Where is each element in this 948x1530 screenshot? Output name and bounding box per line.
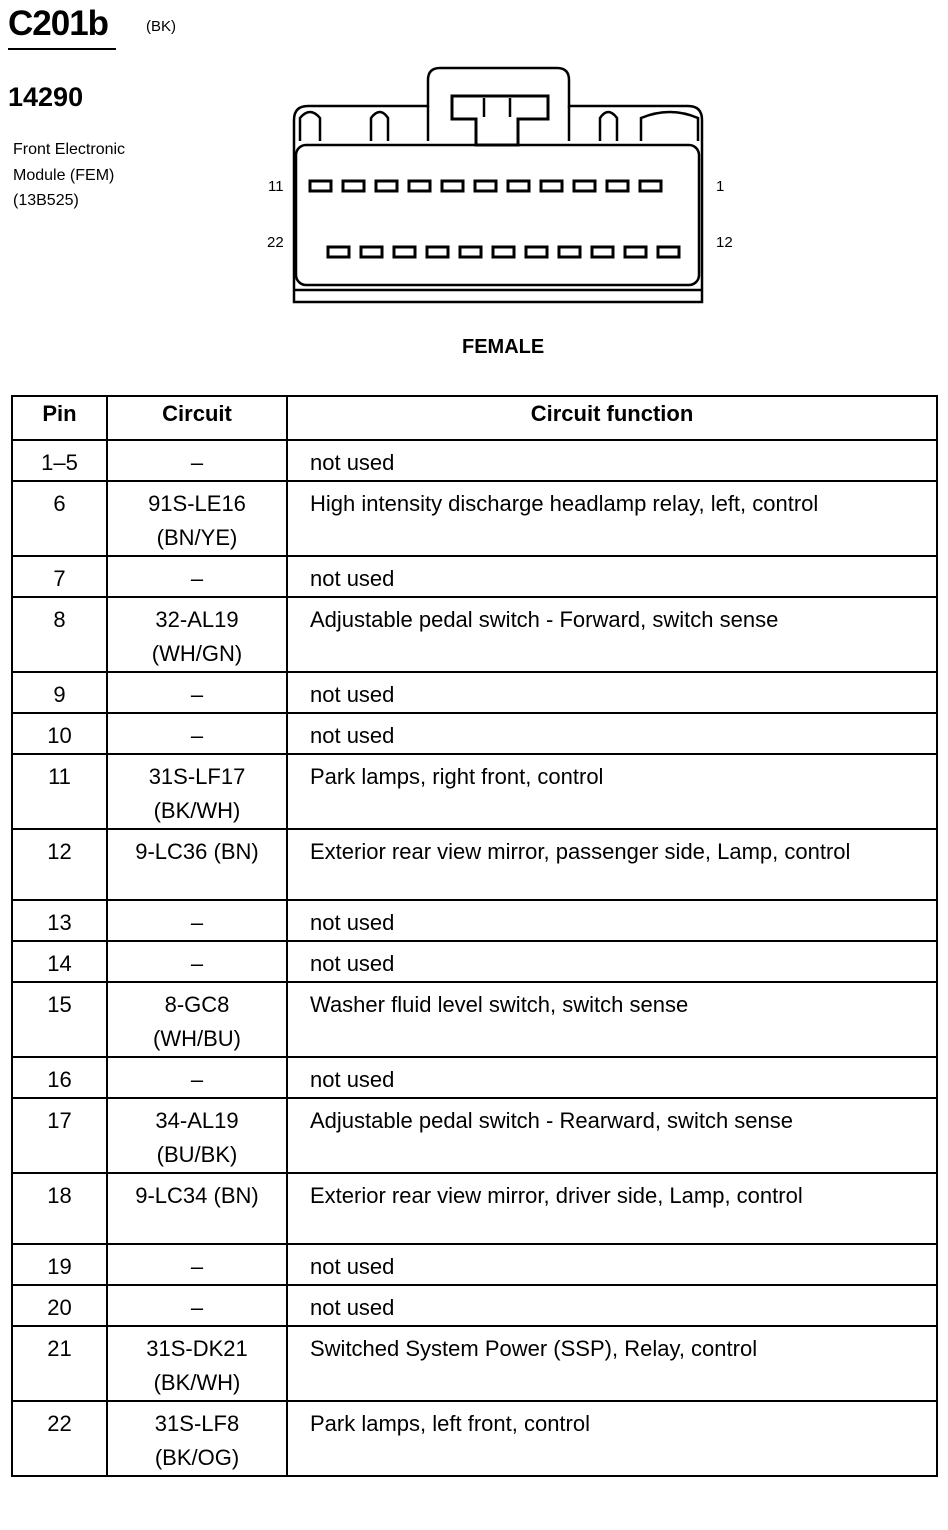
table-row [12, 481, 937, 556]
pin-cavity [475, 181, 496, 191]
circuit-line: 34-AL19 [155, 1108, 239, 1133]
circuit-function: not used [287, 941, 937, 982]
circuit-line: – [190, 450, 204, 475]
circuit-cell [107, 1326, 287, 1401]
pin-cavity [574, 181, 595, 191]
pin-cavity [460, 247, 481, 257]
circuit-function: Switched System Power (SSP), Relay, control [287, 1326, 937, 1401]
circuit-function: Exterior rear view mirror, passenger side, Lamp, control [287, 829, 937, 900]
table-row [12, 1326, 937, 1401]
pin-number: 1–5 [12, 440, 107, 481]
table-row [12, 440, 937, 481]
connector-tab [641, 112, 698, 141]
table-header-row [12, 396, 937, 440]
circuit-function: High intensity discharge headlamp relay, left, control [287, 481, 937, 556]
circuit-line: 9-LC34 (BN) [135, 1183, 259, 1208]
circuit-cell [107, 829, 287, 900]
circuit-function: not used [287, 440, 937, 481]
circuit-line: (WH/GN) [151, 641, 243, 666]
circuit-cell [107, 481, 287, 556]
circuit-cell [107, 672, 287, 713]
circuit-line: – [190, 1067, 204, 1092]
circuit-cell [107, 1173, 287, 1244]
pin-cavity [526, 247, 547, 257]
connector-id: C201b [8, 4, 109, 43]
pin-number: 12 [12, 829, 107, 900]
circuit-line: 31S-LF8 [154, 1411, 240, 1436]
circuit-cell [107, 1244, 287, 1285]
connector-latch [452, 96, 548, 145]
pin-number: 10 [12, 713, 107, 754]
pin-number: 15 [12, 982, 107, 1057]
circuit-cell [107, 1098, 287, 1173]
pin-cavity [361, 247, 382, 257]
table-row [12, 1285, 937, 1326]
table-row [12, 713, 937, 754]
pin-cavity [328, 247, 349, 257]
circuit-cell [107, 1401, 287, 1476]
circuit-line: 32-AL19 [155, 607, 239, 632]
connector-gender-label: FEMALE [462, 336, 545, 358]
circuit-function: not used [287, 672, 937, 713]
pin-number: 22 [12, 1401, 107, 1476]
circuit-cell [107, 900, 287, 941]
circuit-line: – [190, 682, 204, 707]
table-row [12, 1057, 937, 1098]
circuit-line: (BN/YE) [156, 525, 238, 550]
circuit-function: not used [287, 1285, 937, 1326]
circuit-line: (BK/OG) [154, 1445, 240, 1470]
pin-label-bottom-right: 12 [716, 234, 733, 251]
pin-number: 11 [12, 754, 107, 829]
circuit-cell [107, 1285, 287, 1326]
pin-number: 6 [12, 481, 107, 556]
pin-cavity [508, 181, 529, 191]
pin-number: 16 [12, 1057, 107, 1098]
table-row [12, 982, 937, 1057]
pin-cavity [493, 247, 514, 257]
circuit-function: Washer fluid level switch, switch sense [287, 982, 937, 1057]
circuit-line: – [190, 910, 204, 935]
pin-cavity [658, 247, 679, 257]
circuit-cell [107, 754, 287, 829]
circuit-function: not used [287, 900, 937, 941]
table-row [12, 1098, 937, 1173]
circuit-function: not used [287, 713, 937, 754]
pin-number: 19 [12, 1244, 107, 1285]
header-pin: Pin [12, 396, 107, 440]
table-row [12, 1173, 937, 1244]
pin-number: 14 [12, 941, 107, 982]
circuit-cell [107, 597, 287, 672]
connector-face [296, 145, 699, 285]
pin-number: 21 [12, 1326, 107, 1401]
pinout-table [11, 395, 938, 1477]
pin-number: 17 [12, 1098, 107, 1173]
circuit-line: 8-GC8 [164, 992, 230, 1017]
circuit-line: (BK/WH) [153, 798, 241, 823]
pin-cavity [541, 181, 562, 191]
circuit-line: – [190, 1254, 204, 1279]
table-row [12, 556, 937, 597]
pin-cavity [559, 247, 580, 257]
pin-cavity [343, 181, 364, 191]
connector-color-code: (BK) [146, 18, 176, 35]
circuit-cell [107, 1057, 287, 1098]
table-row [12, 754, 937, 829]
pin-cavity [442, 181, 463, 191]
pin-cavity [310, 181, 331, 191]
table-row [12, 597, 937, 672]
table-row [12, 672, 937, 713]
circuit-cell [107, 440, 287, 481]
pin-cavity [427, 247, 448, 257]
circuit-function: Adjustable pedal switch - Rearward, switch sense [287, 1098, 937, 1173]
pin-cavity [640, 181, 661, 191]
pin-number: 9 [12, 672, 107, 713]
circuit-line: – [190, 566, 204, 591]
circuit-cell [107, 713, 287, 754]
pin-label-top-left: 11 [268, 178, 284, 195]
module-description-line: Front Electronic [13, 141, 126, 158]
circuit-line: (BK/WH) [153, 1370, 241, 1395]
circuit-cell [107, 982, 287, 1057]
circuit-line: (WH/BU) [153, 1026, 241, 1051]
circuit-function: not used [287, 1244, 937, 1285]
pin-number: 7 [12, 556, 107, 597]
connector-tab [300, 112, 320, 141]
circuit-line: 31S-DK21 [146, 1336, 248, 1361]
pin-label-bottom-left: 22 [267, 234, 284, 251]
circuit-function: Exterior rear view mirror, driver side, Lamp, control [287, 1173, 937, 1244]
circuit-cell [107, 556, 287, 597]
circuit-line: 9-LC36 (BN) [135, 839, 259, 864]
pin-number: 8 [12, 597, 107, 672]
module-description-line: Module (FEM) [13, 166, 115, 184]
module-description-line: (13B525) [13, 192, 79, 209]
circuit-function: not used [287, 1057, 937, 1098]
table-row [12, 1401, 937, 1476]
circuit-function: Park lamps, left front, control [287, 1401, 937, 1476]
pin-cavity [409, 181, 430, 191]
circuit-cell [107, 941, 287, 982]
table-row [12, 829, 937, 900]
circuit-line: – [190, 951, 204, 976]
circuit-line: 31S-LF17 [148, 764, 246, 789]
circuit-function: Adjustable pedal switch - Forward, switch sense [287, 597, 937, 672]
circuit-line: 91S-LE16 [148, 491, 246, 516]
connector-face-diagram [0, 0, 948, 330]
pin-number: 13 [12, 900, 107, 941]
part-number: 14290 [8, 82, 84, 112]
pin-cavity [394, 247, 415, 257]
pin-label-top-right: 1 [716, 178, 725, 195]
circuit-function: not used [287, 556, 937, 597]
pin-number: 20 [12, 1285, 107, 1326]
header-circuit: Circuit [107, 396, 287, 440]
pin-cavity [625, 247, 646, 257]
circuit-line: – [190, 1295, 204, 1320]
pin-cavity [376, 181, 397, 191]
header-circuit-function: Circuit function [287, 396, 937, 440]
circuit-line: (BU/BK) [156, 1142, 238, 1167]
table-row [12, 900, 937, 941]
pin-cavity [607, 181, 628, 191]
circuit-function: Park lamps, right front, control [287, 754, 937, 829]
table-row [12, 1244, 937, 1285]
connector-tab [600, 112, 617, 141]
table-row [12, 941, 937, 982]
connector-tab [371, 112, 388, 141]
circuit-line: – [190, 723, 204, 748]
pin-number: 18 [12, 1173, 107, 1244]
pin-cavity [592, 247, 613, 257]
